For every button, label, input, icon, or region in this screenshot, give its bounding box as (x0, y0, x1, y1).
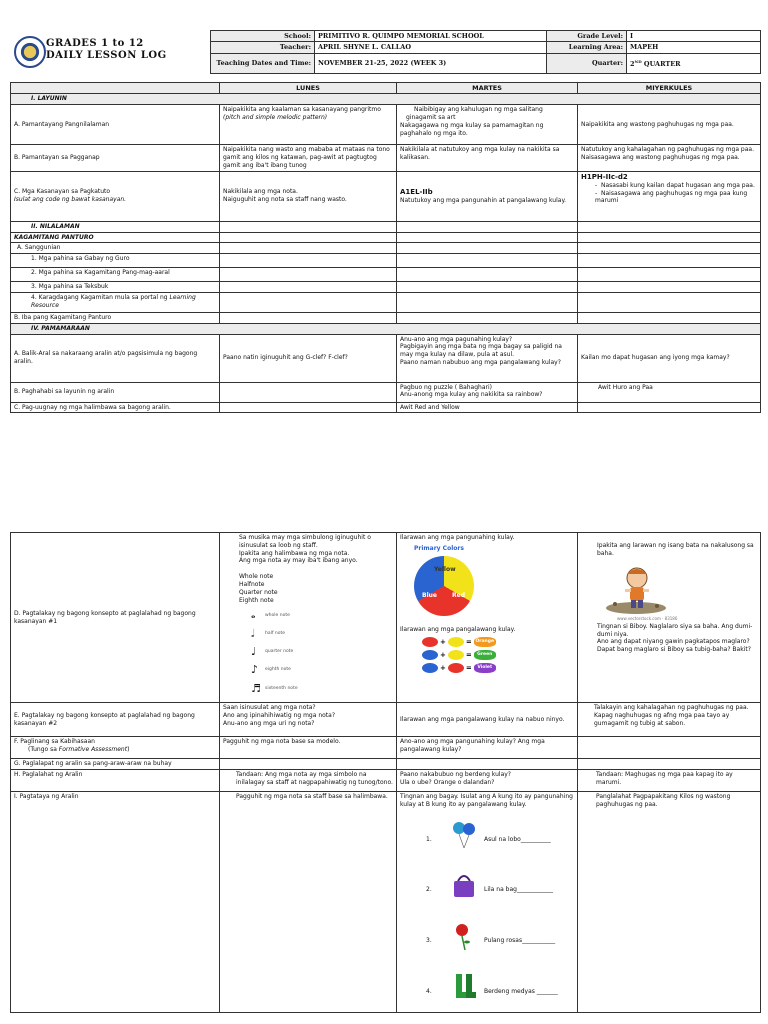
section-nilalaman: II. NILALAMAN (11, 221, 220, 232)
dates-value: NOVEMBER 21-25, 2022 (WEEK 3) (315, 53, 547, 73)
cell-e-miyer: Talakayin ang kahalagahan ng paghuhugas ng paa. Kapag naghuhugas ng afng mga paa tayo ay gumagamit ng tubig at sabon. (578, 703, 761, 737)
cell-b-martes: Nakikilala at natutukoy ang mga kulay na nakikita sa kalikasan. (397, 145, 578, 171)
row-iba: B. Iba pang Kagamitang Panturo (11, 313, 220, 324)
cell-f-martes: Ano-ano ang mga pangunahing kulay? Ang mga pangalawang kulay? (397, 737, 578, 759)
assessment-items (400, 820, 574, 1010)
cell-pb-miyer: Awit Huro ang Paa (578, 382, 761, 402)
row-sang-1: 1. Mga pahina sa Gabay ng Guro (11, 254, 220, 268)
quarter-note-icon: ♩ (251, 644, 257, 658)
teacher-label: Teacher: (211, 42, 315, 53)
row-label-pa: A. Balik-Aral sa nakaraang aralin at/o pagsisimula ng bagong aralin. (11, 334, 220, 382)
secondary-colors-mix: + = Orange + = Green + = Violet (422, 637, 574, 673)
lesson-log-table-1 (10, 82, 761, 413)
sixteenth-note-icon: ♬ (251, 681, 261, 695)
cell-f-lunes: Pagguhit ng mga nota base sa modelo. (220, 737, 397, 759)
teacher-value: APRIL SHYNE L. CALLAO (315, 42, 547, 53)
cell-a-martes: Naibibigay ang kahulugan ng mga salitang ginagamit sa art Nakagagawa ng mga kulay sa pamamagitan ng paghahalo ng mga ito. (397, 105, 578, 145)
section-kagamitan: KAGAMITANG PANTURO (11, 232, 220, 243)
cell-i-miyer: Panglalahat Pagpapakitang Kilos ng wastong paghuhugas ng paa. (578, 791, 761, 1012)
cell-d-miyer: Ipakita ang larawan ng isang bata na nakalusong sa baha. www.vectorstock.com · 83186 Tingnan si Biboy. Naglalaro siya sa baha. Ang dumi-dumi niya. Ano ang dapat niyang gawin pagkatapos maglaro? Dapat bang maglaro si Biboy sa tubig-baha? Bakit? (578, 533, 761, 703)
title-grades: GRADES 1 to 12 (46, 38, 144, 49)
cell-b-miyer: Natutukoy ang kahalagahan ng paghuhugas ng mga paa. Naisasagawa ang wastong paghuhugas ng mga paa. (578, 145, 761, 171)
cell-i-martes: Tingnan ang bagay. Isulat ang A kung ito ay pangunahing kulay at B kung ito ay pangalawang kulay. 1. Asul na lobo__________ 2. Lila na bag____________ 3. Pulang rosas___________ 4. Berdeng medyas _______ (397, 791, 578, 1012)
area-label: Learning Area: (547, 42, 627, 53)
school-label: School: (211, 31, 315, 42)
row-label-a: A. Pamantayang Pangnilalaman (11, 105, 220, 145)
day-martes: MARTES (397, 83, 578, 94)
dates-label: Teaching Dates and Time: (211, 53, 315, 73)
cell-b-lunes: Naipakikita nang wasto ang mababa at mataas na tono gamit ang kilos ng katawan, pag-awit at pagtugtog gamit ang iba't ibang tunog (220, 145, 397, 171)
row-label-pc: C. Pag-uugnay ng mga halimbawa sa bagong aralin. (11, 402, 220, 413)
row-label-g: G. Paglalapat ng aralin sa pang-araw-araw na buhay (11, 759, 220, 770)
cell-i-lunes: Pagguhit ng mga nota sa staff base sa halimbawa. (220, 791, 397, 1012)
cell-c-lunes: Nakikilala ang mga nota. Naiguguhit ang nota sa staff nang wasto. (220, 171, 397, 221)
cell-e-martes: Ilarawan ang mga pangalawang kulay na nabuo ninyo. (397, 703, 578, 737)
cell-c-miyer: H1PH-IIc-d2 - Nasasabi kung kailan dapat hugasan ang mga paa. - Naisasagawa ang paghuhugas ng mga paa kung marumi (578, 171, 761, 221)
half-note-icon: 𝅗𝅥 (251, 626, 255, 640)
row-label-e: E. Pagtalakay ng bagong konsepto at paglalahad ng bagong kasanayan #2 (11, 703, 220, 737)
area-value: MAPEH (627, 42, 761, 53)
socks-icon (444, 972, 484, 1011)
school-value: PRIMITIVO R. QUIMPO MEMORIAL SCHOOL (315, 31, 547, 42)
assessment-item-4: 4. Berdeng medyas _______ (426, 972, 574, 1011)
row-sanggunian: A. Sanggunian (11, 243, 220, 254)
day-miyerkules: MIYERKULES (578, 83, 761, 94)
deped-seal-logo (14, 36, 46, 68)
row-label-d: D. Pagtalakay ng bagong konsepto at paglalahad ng bagong kasanayan #1 (11, 533, 220, 703)
section-pamamaraan: IV. PAMAMARAAN (11, 323, 761, 334)
quarter-label: Quarter: (547, 53, 627, 73)
header-info-table (210, 30, 761, 74)
row-label-h: H. Paglalahat ng Aralin (11, 769, 220, 791)
note-images: 𝅝 whole note 𝅗𝅥 half note ♩ quarter note ♪ eighth note ♬ sixteenth note (251, 608, 298, 695)
cell-a-miyer: Naipakikita ang wastong paghuhugas ng mga paa. (578, 105, 761, 145)
cell-pc-martes: Awit Red and Yellow (397, 402, 578, 413)
eighth-note-icon: ♪ (251, 663, 259, 677)
balloons-icon (444, 820, 484, 859)
cell-a-lunes: Naipakikita ang kaalaman sa kasanayang pangritmo (pitch and simple melodic pattern) (220, 105, 397, 145)
row-sang-2: 2. Mga pahina sa Kagamitang Pang-mag-aaral (11, 268, 220, 282)
day-lunes: LUNES (220, 83, 397, 94)
cell-pb-martes: Pagbuo ng puzzle ( Bahaghari) Anu-anong mga kulay ang nakikita sa rainbow? (397, 382, 578, 402)
section-layunin: I. LAYUNIN (11, 94, 761, 105)
whole-note-icon: 𝅝 (251, 608, 256, 622)
cell-d-martes: Ilarawan ang mga pangunahing kulay. Primary Colors Yellow Blue Red Ilarawan ang mga pangalawang kulay. + = Orange + = Green + = Violet (397, 533, 578, 703)
assessment-item-1: 1. Asul na lobo__________ (426, 820, 574, 859)
quarter-value: 2ND QUARTER (627, 53, 761, 73)
row-sang-4: 4. Karagdagang Kagamitan mula sa portal ng Learning Resource (11, 293, 220, 313)
title-dll: DAILY LESSON LOG (46, 50, 167, 61)
row-label-i: I. Pagtataya ng Aralin (11, 791, 220, 1012)
pie-title: Primary Colors (414, 544, 464, 552)
primary-colors-pie: Yellow Blue Red (414, 556, 474, 616)
cell-d-lunes: Sa musika may mga simbulong iginuguhit o isinusulat sa loob ng staff. Ipakita ang halimbawa ng mga nota. Ang mga nota ay may iba't ibang anyo. Whole note Halfnote Quarter note Eighth note 𝅝 whole note 𝅗𝅥 half note ♩ quarter note ♪ eighth note ♬ sixteenth note (220, 533, 397, 703)
cell-pa-martes: Anu-ano ang mga pagunahing kulay? Pagbigayin ang mga bata ng mga bagay sa paligid na may mga kulay na dilaw, pula at asul. Paano naman nabubuo ang mga pangalawang kulay? (397, 334, 578, 382)
cell-c-martes: A1EL-IIb Natutukoy ang mga pangunahin at pangalawang kulay. (397, 171, 578, 221)
cell-pa-miyer: Kailan mo dapat hugasan ang iyong mga kamay? (578, 334, 761, 382)
lesson-log-table-2 (10, 532, 761, 1013)
cell-h-miyer: Tandaan: Maghugas ng mga paa kapag ito ay marumi. (578, 769, 761, 791)
row-label-f: F. Paglinang sa Kabihasaan (Tungo sa Formative Assessment) (11, 737, 220, 759)
row-label-c: C. Mga Kasanayan sa Pagkatuto Isulat ang code ng bawat kasanayan. (11, 171, 220, 221)
row-label-pb: B. Paghahabi sa layunin ng aralin (11, 382, 220, 402)
assessment-item-3: 3. Pulang rosas___________ (426, 922, 574, 961)
row-label-b: B. Pamantayan sa Pagganap (11, 145, 220, 171)
cell-h-martes: Paano nakabubuo ng berdeng kulay? Ula o ube? Orange o dalandan? (397, 769, 578, 791)
rose-icon (444, 922, 484, 961)
assessment-item-2: 2. Lila na bag____________ (426, 871, 574, 910)
cell-h-lunes: Tandaan: Ang mga nota ay mga simbolo na inilalagay sa staff at nagpapahiwatig ng tunog/tono. (220, 769, 397, 791)
grade-value: I (627, 31, 761, 42)
grade-label: Grade Level: (547, 31, 627, 42)
bag-icon (444, 871, 484, 910)
cell-e-lunes: Saan isinusulat ang mga nota? Ano ang ipinahihiwatig ng mga nota? Anu-ano ang mga uri ng nota? (220, 703, 397, 737)
row-sang-3: 3. Mga pahina sa Teksbuk (11, 282, 220, 293)
boy-in-flood-image (603, 564, 669, 616)
cell-pa-lunes: Paano natin iginuguhit ang G-clef? F-clef? (220, 334, 397, 382)
